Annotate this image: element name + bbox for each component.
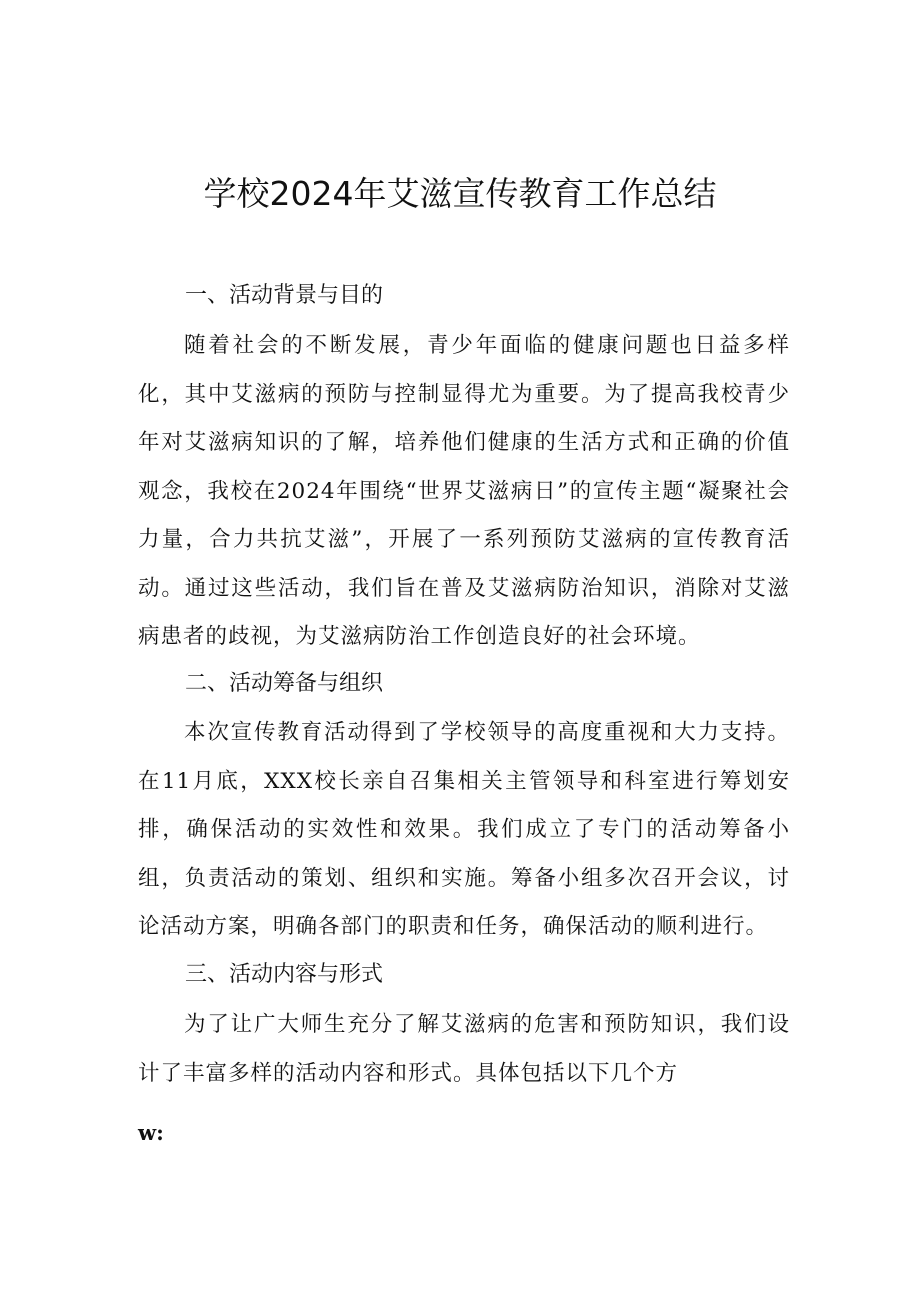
section-paragraph-content: 为了让广大师生充分了解艾滋病的危害和预防知识，我们设计了丰富多样的活动内容和形式。具体包括以下几个方: [138, 1012, 790, 1086]
section-heading-content: 三、活动内容与形式: [185, 962, 384, 987]
document-title: 学校2024年艾滋宣传教育工作总结: [203, 174, 717, 213]
section-heading-preparation: 二、活动筹备与组织: [185, 671, 384, 696]
section-heading-background: 一、活动背景与目的: [185, 283, 384, 308]
continuation-text: w:: [138, 1120, 164, 1145]
section-paragraph-preparation: 本次宣传教育活动得到了学校领导的高度重视和大力支持。在11月底，XXX校长亲自召集相关主管领导和科室进行筹划安排，确保活动的实效性和效果。我们成立了专门的活动筹备小组，负责活动的策划、组织和实施。筹备小组多次召开会议，讨论活动方案，明确各部门的职责和任务，确保活动的顺利进行。: [138, 720, 790, 939]
section-paragraph-background: 随着社会的不断发展，青少年面临的健康问题也日益多样化，其中艾滋病的预防与控制显得尤为重要。为了提高我校青少年对艾滋病知识的了解，培养他们健康的生活方式和正确的价值观念，我校在2024年围绕“世界艾滋病日”的宣传主题“凝聚社会力量，合力共抗艾滋”，开展了一系列预防艾滋病的宣传教育活动。通过这些活动，我们旨在普及艾滋病防治知识，消除对艾滋病患者的歧视，为艾滋病防治工作创造良好的社会环境。: [138, 333, 790, 649]
